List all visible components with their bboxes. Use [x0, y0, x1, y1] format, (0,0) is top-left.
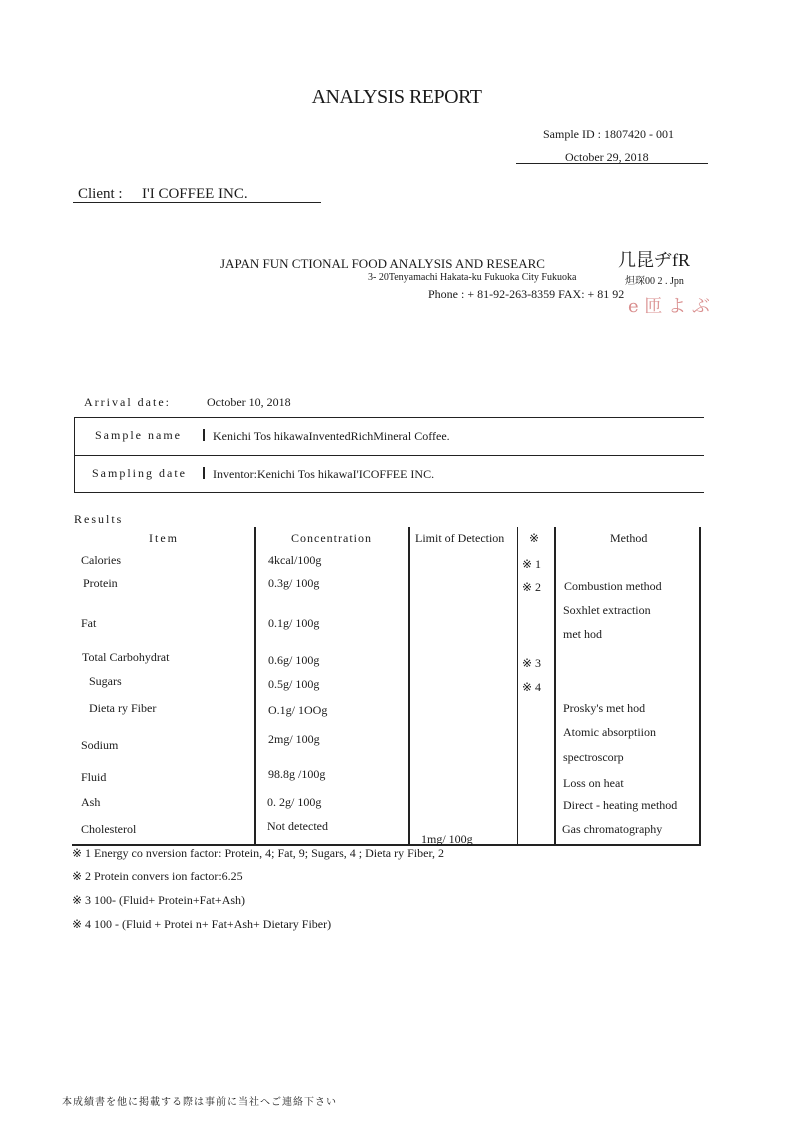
arrival-label: Arrival date: — [84, 395, 171, 409]
row-item: Sugars — [89, 674, 122, 688]
sample-id: Sample ID : 1807420 - 001 — [543, 127, 674, 141]
row-concentration: 2mg/ 100g — [268, 732, 320, 746]
table-col-line — [254, 527, 256, 845]
row-item: Fluid — [81, 770, 107, 784]
footnote: ※ 1 Energy co nversion factor: Protein, 4; Fat, 9; Sugars, 4 ; Dieta ry Fiber, 2 — [72, 846, 444, 860]
lab-name-tail: 几昆ヂfR — [618, 250, 690, 270]
row-method-line2: spectroscorp — [563, 750, 624, 764]
info-bottom-line — [74, 492, 704, 493]
row-item: Cholesterol — [81, 822, 137, 836]
report-title: ANALYSIS REPORT — [311, 86, 482, 108]
reprint-notice: 本成績書を他に掲載する際は事前に当社へご連絡下さい — [62, 1097, 337, 1108]
row-method-line2: met hod — [563, 627, 602, 641]
row-concentration: O.1g/ 1OOg — [268, 703, 328, 717]
sampling-date-value: Inventor:Kenichi Tos hikawaI'ICOFFEE INC. — [213, 467, 435, 481]
header-lod: Limit of Detection — [415, 531, 505, 545]
info-mid-line — [74, 455, 704, 456]
client-underline — [73, 202, 321, 203]
sample-name-value: Kenichi Tos hikawaInventedRichMineral Coffee. — [213, 429, 450, 443]
row-item: Sodium — [81, 738, 119, 752]
row-concentration: Not detected — [267, 819, 328, 833]
client-name: I'I COFFEE INC. — [142, 186, 248, 202]
footnote: ※ 3 100- (Fluid+ Protein+Fat+Ash) — [72, 893, 246, 907]
row-method: Direct - heating method — [563, 798, 678, 812]
row-concentration: 0.5g/ 100g — [268, 677, 320, 691]
row-concentration: 0. 2g/ 100g — [267, 795, 322, 809]
row-method: Prosky's met hod — [563, 701, 646, 715]
sample-name-value-wrap — [203, 429, 450, 444]
row-item: Dieta ry Fiber — [89, 701, 157, 715]
footnote: ※ 2 Protein convers ion factor:6.25 — [72, 869, 243, 883]
lab-name: JAPAN FUN CTIONAL FOOD ANALYSIS AND RESEARC — [220, 256, 545, 271]
header-note: ※ — [529, 531, 540, 545]
table-col-line — [517, 527, 518, 845]
divider-mark — [203, 429, 205, 441]
row-note: ※ 3 — [522, 656, 542, 670]
lab-address: 3- 20Tenyamachi Hakata-ku Fukuoka City Fukuoka — [368, 272, 577, 283]
sampling-date-label: Sampling date — [92, 466, 187, 480]
row-concentration: 98.8g /100g — [268, 767, 326, 781]
row-method: Combustion method — [564, 579, 662, 593]
row-method: Gas chromatography — [562, 822, 663, 836]
results-label: Results — [74, 512, 124, 526]
row-item: Fat — [81, 616, 97, 630]
header-concentration: Concentration — [291, 531, 372, 545]
report-date: October 29, 2018 — [565, 150, 649, 164]
row-concentration: 4kcal/100g — [268, 553, 322, 567]
arrival-value: October 10, 2018 — [207, 395, 291, 409]
row-method: Soxhlet extraction — [563, 603, 651, 617]
row-note: ※ 4 — [522, 680, 542, 694]
row-item: Protein — [83, 576, 118, 590]
row-note: ※ 1 — [522, 557, 542, 571]
table-right-border — [699, 527, 701, 845]
info-top-line — [74, 417, 704, 418]
lab-phone: Phone : + 81-92-263-8359 FAX: + 81 92 — [428, 287, 625, 301]
sampling-date-value-wrap — [203, 467, 434, 482]
row-concentration: 0.1g/ 100g — [268, 616, 320, 630]
row-item: Ash — [81, 795, 101, 809]
row-method: Atomic absorptiion — [563, 725, 656, 739]
row-method: Loss on heat — [563, 776, 624, 790]
row-item: Calories — [81, 553, 121, 567]
sample-name-label: Sample name — [95, 428, 182, 442]
footnote: ※ 4 100 - (Fluid + Protei n+ Fat+Ash+ Dietary Fiber) — [72, 917, 332, 931]
row-concentration: 0.3g/ 100g — [268, 576, 320, 590]
client-label: Client : — [78, 186, 123, 202]
lab-address-tail: 炟琛00 2 . Jpn — [625, 276, 684, 287]
row-note: ※ 2 — [522, 580, 542, 594]
table-col-line — [408, 527, 410, 845]
table-col-line — [554, 527, 556, 845]
row-concentration: 0.6g/ 100g — [268, 653, 320, 667]
date-underline — [516, 163, 708, 164]
company-seal: e 匝 よ ぶ — [628, 296, 710, 317]
divider-mark — [203, 467, 205, 479]
header-method: Method — [610, 531, 648, 545]
row-lod: 1mg/ 100g — [421, 832, 473, 846]
row-item: Total Carbohydrat — [82, 650, 170, 664]
header-item: Item — [149, 531, 179, 545]
